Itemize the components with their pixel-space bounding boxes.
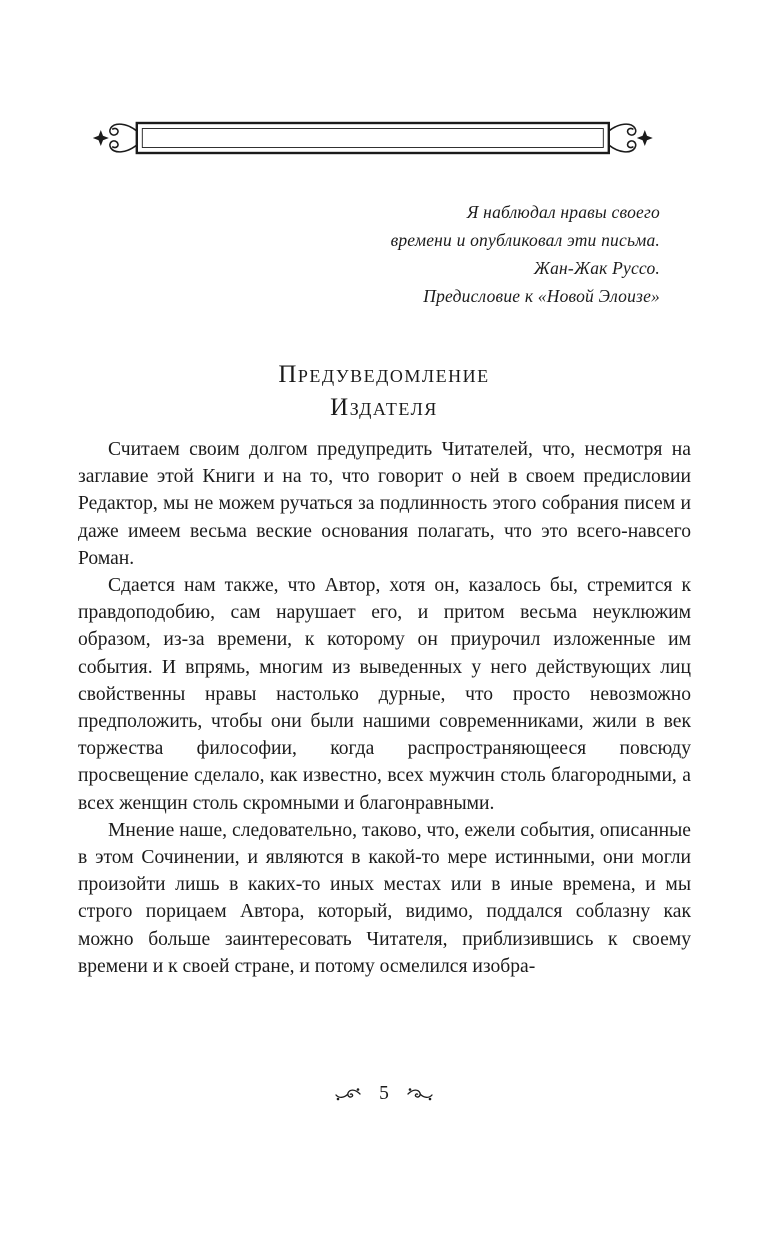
- paragraph-1: Считаем своим долгом предупредить Читателей, что, несмотря на заглавие этой Книги и на то, что говорит о ней в своем предисловии Редактор, мы не можем ручаться за подлинность этого собрания писем и даже имеем весьма веские основания полагать, что это всего-навсего Роман.: [78, 439, 691, 569]
- heading-line-2: Издателя: [330, 394, 438, 421]
- page-number: 5: [379, 1083, 389, 1104]
- ornament-frame-icon: [93, 116, 653, 160]
- epigraph-line-2: времени и опубликовал эти письма.: [390, 230, 660, 250]
- epigraph: [391, 198, 660, 310]
- epigraph-source: Предисловие к «Новой Элоизе»: [423, 286, 660, 306]
- heading-line-1: Предуведомление: [278, 361, 490, 388]
- paragraph-3: Мнение наше, следовательно, таково, что, ежели события, описанные в этом Сочинении, и являются в какой-то мере истинными, они могли произойти лишь в каких-то иных местах или в иные времена, и мы строго порицаем Автора, который, видимо, поддался соблазну как можно больше заинтересовать Читателя, приблизившись к своему времени и к своей стране, и потому осмелился изобра-: [78, 819, 691, 977]
- page-footer: [0, 1083, 768, 1105]
- epigraph-line-1: Я наблюдал нравы своего: [466, 202, 660, 222]
- fleuron-left-icon: [334, 1086, 362, 1102]
- body-text: [78, 436, 691, 980]
- chapter-heading: [0, 358, 768, 424]
- epigraph-attribution: Жан-Жак Руссо.: [533, 258, 660, 278]
- paragraph-2: Сдается нам также, что Автор, хотя он, казалось бы, стремится к правдоподобию, сам нарушает его, и притом весьма неуклюжим образом, из-за времени, к которому он приурочил изложенные им события. И впрямь, многим из выведенных у него действующих лиц свойственны нравы настолько дурные, что просто невозможно предположить, чтобы они были нашими современниками, жили в век торжества философии, когда распространяющееся повсюду просвещение сделало, как известно, всех мужчин столь благородными, а всех женщин столь скромными и благонравными.: [78, 575, 691, 814]
- header-ornament-frame: [93, 116, 653, 160]
- fleuron-right-icon: [406, 1086, 434, 1102]
